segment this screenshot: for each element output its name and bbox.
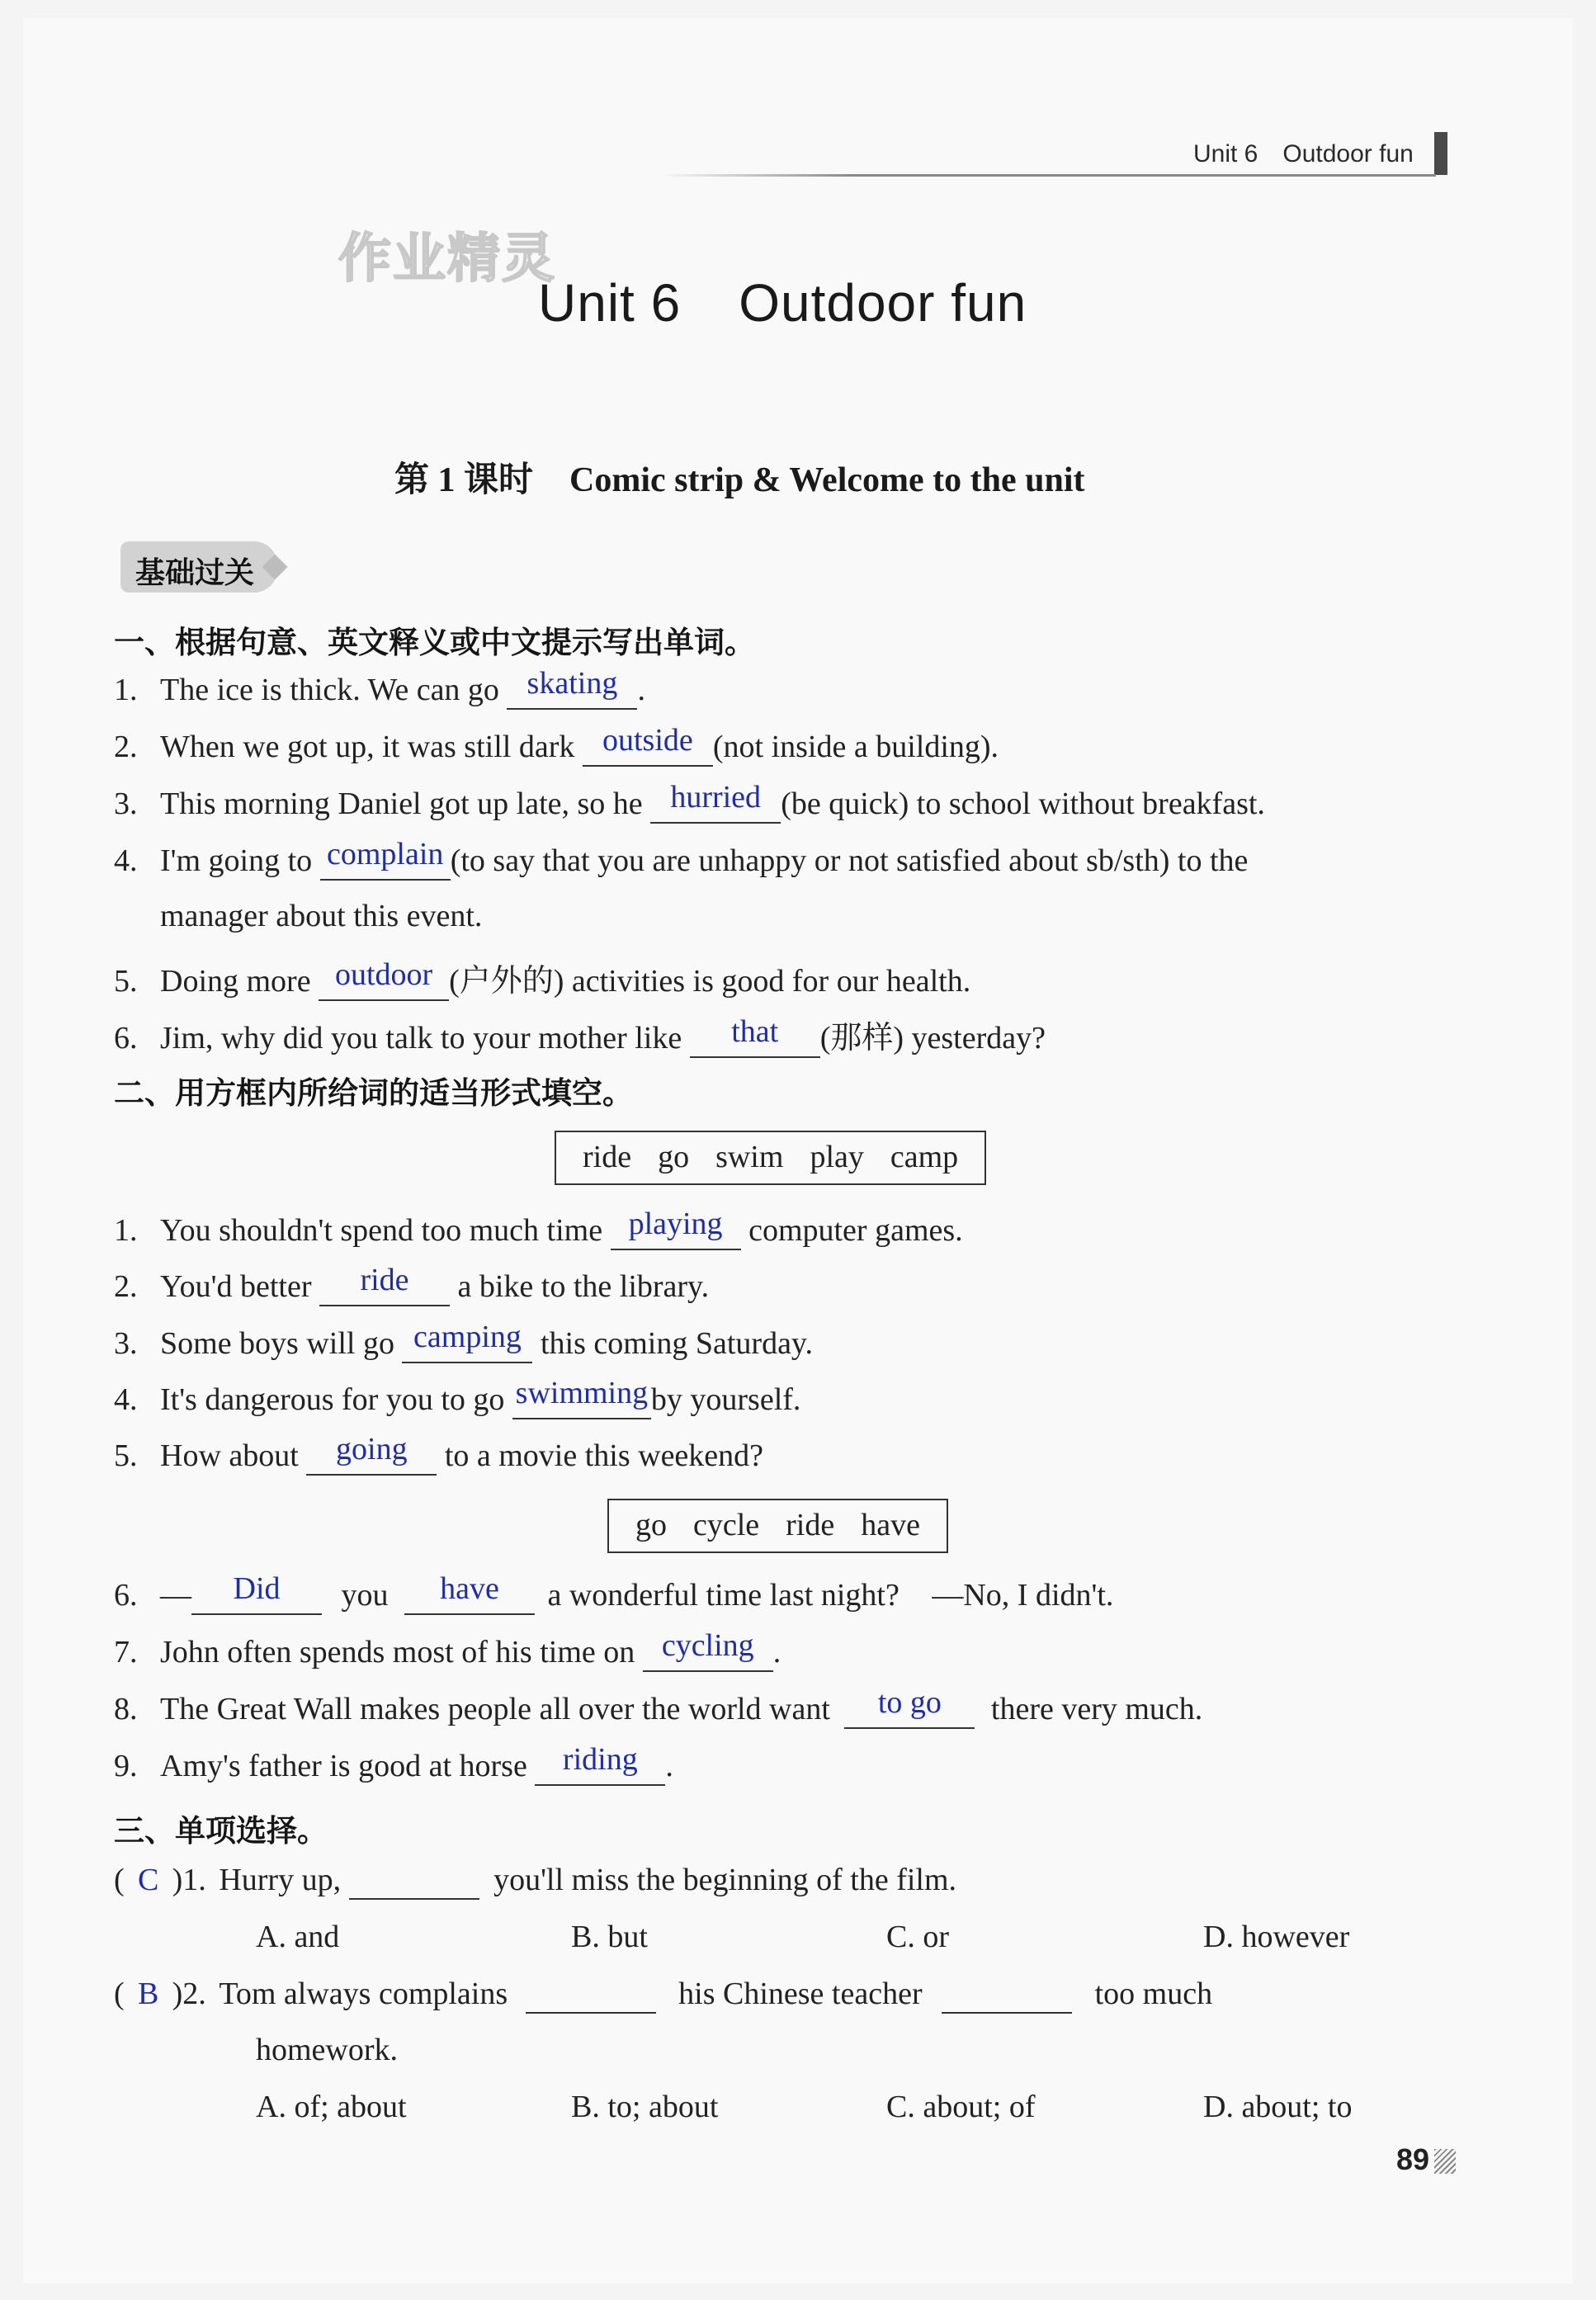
lesson-name: Comic strip & Welcome to the unit [569, 461, 1085, 499]
box-word: have [861, 1508, 920, 1542]
page-number-mark [1434, 2149, 1456, 2174]
section2-title: 二、用方框内所给词的适当形式填空。 [114, 1075, 633, 1111]
word-box-1 [555, 1131, 986, 1185]
answer-blank[interactable]: hurried [650, 786, 781, 824]
s3-q1-option-b[interactable]: B. but [571, 1920, 648, 1954]
box-word: ride [583, 1140, 632, 1174]
s2-question-6: 6. — Did you have a wonderful time last night? —No, I didn't. [114, 1577, 1113, 1615]
s2-question-7: 7. John often spends most of his time on cycling . [114, 1634, 781, 1672]
choice-answer[interactable]: B [137, 1976, 159, 2011]
answer-blank[interactable]: outside [583, 729, 713, 767]
header-rule [660, 174, 1436, 177]
answer-blank[interactable] [526, 1976, 656, 2014]
header-bar [1434, 132, 1447, 175]
page-number: 89 [1396, 2142, 1430, 2176]
answer-blank[interactable]: have [404, 1577, 535, 1615]
s2-question-8: 8. The Great Wall makes people all over the world want to go there very much. [114, 1691, 1202, 1729]
word-box-2 [607, 1499, 948, 1553]
section3-title: 三、单项选择。 [114, 1813, 328, 1849]
box-word: go [635, 1508, 667, 1542]
s2-question-4: 4. It's dangerous for you to go swimmingby yourself. [114, 1381, 800, 1419]
answer-blank[interactable] [349, 1862, 479, 1900]
s1-question-4: 4. I'm going to complain (to say that you are unhappy or not satisfied about sb/sth) to the [114, 843, 1248, 881]
s3-q1-option-c[interactable]: C. or [886, 1920, 949, 1954]
answer-blank[interactable]: ride [319, 1268, 450, 1306]
s2-question-9: 9. Amy's father is good at horse riding . [114, 1748, 673, 1786]
box-word: ride [786, 1508, 835, 1542]
answer-blank[interactable]: complain [320, 843, 451, 881]
box-word: play [810, 1140, 864, 1174]
answer-blank[interactable]: riding [535, 1748, 665, 1786]
s3-question-2: ( B )2. Tom always complains his Chinese teacher too much [114, 1976, 1212, 2014]
s1-question-3: 3. This morning Daniel got up late, so he hurried (be quick) to school without breakfast. [114, 786, 1265, 824]
box-word: cycle [693, 1508, 760, 1542]
s2-question-1: 1. You shouldn't spend too much time playing computer games. [114, 1212, 963, 1250]
s3-question-2-continued: homework. [256, 2033, 399, 2067]
s2-question-5: 5. How about going to a movie this weekend? [114, 1438, 763, 1476]
s3-q1-option-a[interactable]: A. and [256, 1920, 340, 1954]
section-badge [120, 541, 286, 593]
answer-blank[interactable]: to go [844, 1691, 975, 1729]
section1-title: 一、根据句意、英文释义或中文提示写出单词。 [114, 625, 755, 660]
running-header [1193, 140, 1414, 168]
box-word: camp [890, 1140, 959, 1174]
s1-question-6: 6. Jim, why did you talk to your mother like that (那样) yesterday? [114, 1012, 1046, 1058]
answer-blank[interactable]: outdoor [319, 963, 449, 1001]
answer-blank[interactable]: Did [191, 1577, 322, 1615]
s3-question-1: ( C )1. Hurry up, you'll miss the beginning of the film. [114, 1862, 956, 1900]
badge-label: 基础过关 [135, 556, 255, 590]
box-word: swim [715, 1140, 784, 1174]
title-topic: Outdoor fun [739, 273, 1027, 333]
answer-blank[interactable]: going [306, 1438, 437, 1476]
s2-question-2: 2. You'd better ride a bike to the library. [114, 1268, 709, 1306]
s3-q2-option-c[interactable]: C. about; of [886, 2090, 1036, 2124]
answer-blank[interactable]: swimming [512, 1381, 651, 1419]
s2-question-3: 3. Some boys will go camping this coming Saturday. [114, 1325, 813, 1363]
answer-blank[interactable]: playing [611, 1212, 741, 1250]
answer-blank[interactable]: cycling [643, 1634, 773, 1672]
s3-q1-option-d[interactable]: D. however [1203, 1920, 1350, 1954]
watermark: 作业精灵 [338, 229, 556, 290]
s1-question-5: 5. Doing more outdoor (户外的) activities is good for our health. [114, 955, 970, 1001]
lesson-label: 第 1 课时 [394, 461, 534, 499]
running-header-topic: Outdoor fun [1282, 140, 1414, 168]
answer-blank[interactable]: camping [402, 1325, 532, 1363]
answer-blank[interactable] [942, 1976, 1072, 2014]
page-title [538, 272, 1027, 333]
s3-q2-option-a[interactable]: A. of; about [256, 2090, 407, 2124]
running-header-unit: Unit 6 [1193, 140, 1258, 168]
s3-q2-option-b[interactable]: B. to; about [571, 2090, 719, 2124]
answer-blank[interactable]: skating [507, 672, 637, 710]
s3-q2-option-d[interactable]: D. about; to [1203, 2090, 1353, 2124]
answer-blank[interactable]: that [690, 1020, 820, 1058]
choice-answer[interactable]: C [137, 1863, 159, 1897]
title-unit: Unit 6 [538, 273, 682, 333]
box-word: go [658, 1140, 690, 1174]
s1-question-2: 2. When we got up, it was still dark outside (not inside a building). [114, 729, 999, 767]
lesson-title [394, 452, 1084, 502]
s1-question-1: 1. The ice is thick. We can go skating . [114, 672, 645, 710]
s1-question-4-continued: manager about this event. [160, 899, 483, 933]
